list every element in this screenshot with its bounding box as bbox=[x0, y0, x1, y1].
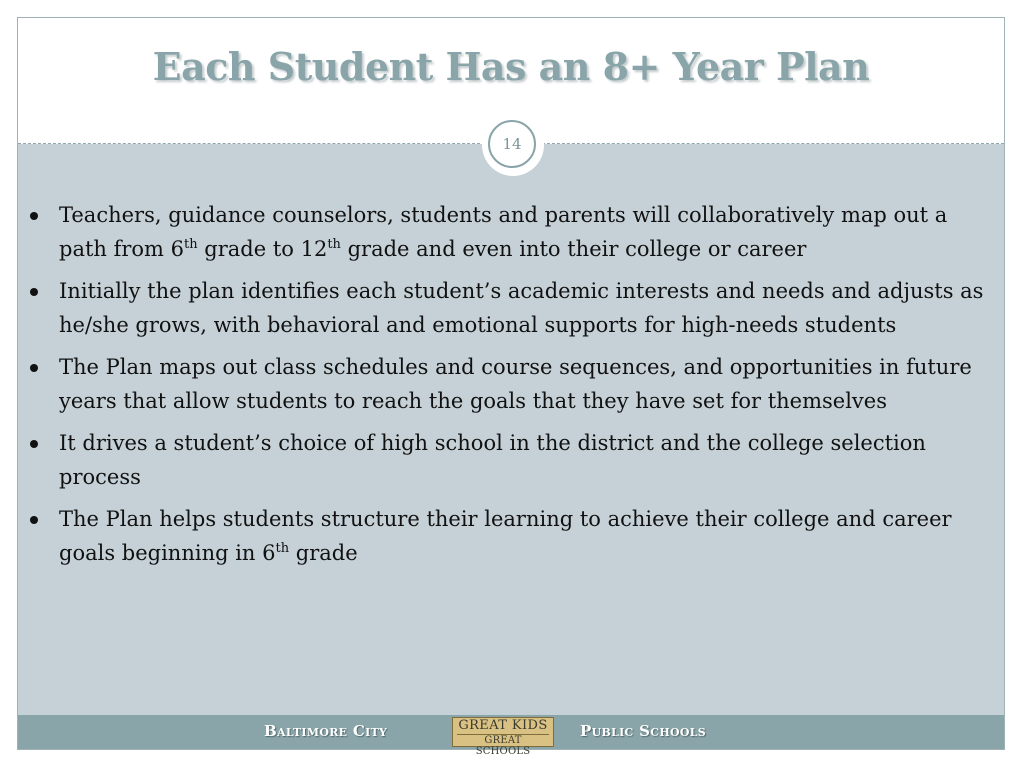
bullet-dot-icon bbox=[30, 288, 38, 296]
bullet-item bbox=[28, 502, 988, 570]
bullet-dot-icon bbox=[30, 364, 38, 372]
bullet-text-segment: grade bbox=[289, 541, 358, 565]
bullet-text-segment: grade and even into their college or career bbox=[340, 237, 807, 261]
slide-title: Each Student Has an 8+ Year Plan bbox=[152, 44, 870, 89]
bullet-text-segment: Teachers, guidance counselors, students and parents will collaboratively map out a path from 6 bbox=[59, 203, 948, 261]
bullet-item bbox=[28, 274, 988, 342]
slide-number: 14 bbox=[488, 120, 536, 168]
bullet-text: It drives a student’s choice of high school in the district and the college selection process bbox=[59, 431, 926, 489]
footer-baltimore-city: Baltimore City bbox=[264, 722, 388, 740]
bullet-item bbox=[28, 350, 988, 418]
bullet-item bbox=[28, 426, 988, 494]
logo-line-great-schools: GREAT SCHOOLS bbox=[457, 734, 549, 757]
bullet-list bbox=[28, 198, 988, 578]
superscript-th: th bbox=[184, 237, 198, 252]
bullet-text-segment: grade to 12 bbox=[197, 237, 328, 261]
bullet-item bbox=[28, 198, 988, 266]
bullet-dot-icon bbox=[30, 212, 38, 220]
bullet-dot-icon bbox=[30, 440, 38, 448]
superscript-th: th bbox=[327, 237, 341, 252]
bullet-text: The Plan maps out class schedules and course sequences, and opportunities in future years that allow students to reach the goals that they have set for themselves bbox=[59, 355, 972, 413]
logo-line-great-kids: GREAT KIDS bbox=[458, 718, 548, 733]
footer-public-schools: Public Schools bbox=[580, 722, 707, 740]
footer-bar bbox=[18, 715, 1004, 757]
superscript-th: th bbox=[275, 541, 290, 556]
slide bbox=[17, 17, 1005, 757]
bullet-dot-icon bbox=[30, 516, 38, 524]
great-kids-logo bbox=[452, 717, 554, 757]
bullet-text: Initially the plan identifies each student’s academic interests and needs and adjusts as he/she grows, with behavioral and emotional supports for high-needs students bbox=[59, 279, 984, 337]
bullet-text-segment: The Plan helps students structure their learning to achieve their college and career goals beginning in 6 bbox=[59, 507, 952, 565]
